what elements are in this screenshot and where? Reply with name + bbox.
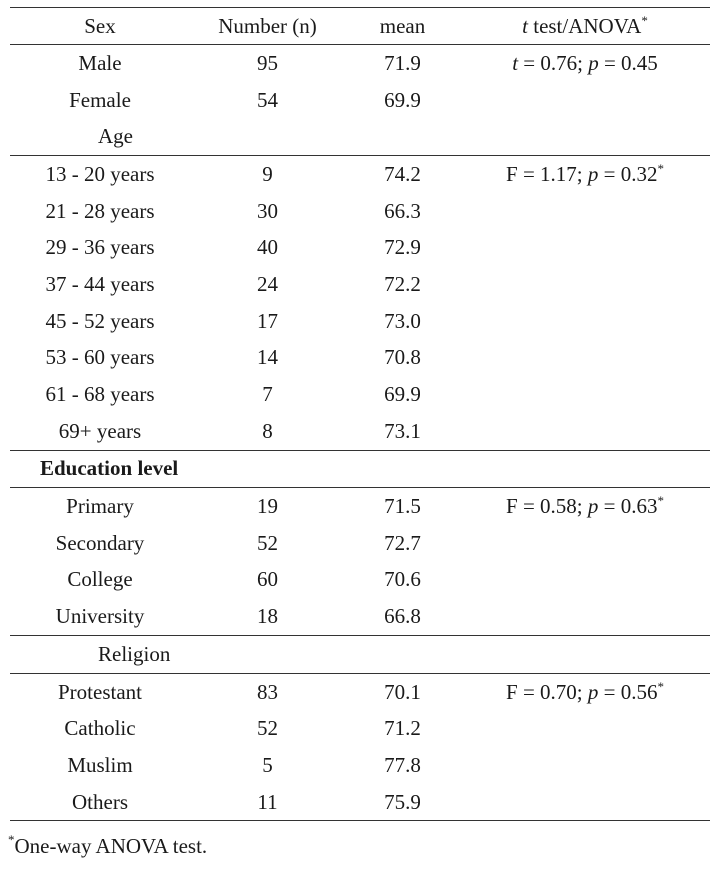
- section-header-education: [10, 450, 710, 488]
- row-n: 17: [257, 308, 278, 333]
- row-mean: 77.8: [384, 752, 421, 777]
- row-n: 19: [257, 494, 278, 519]
- header-mean: mean: [345, 8, 460, 45]
- row-mean: 70.6: [384, 567, 421, 592]
- footnote-sup: *: [8, 832, 15, 847]
- row-label: 69+ years: [58, 418, 142, 443]
- row-n: 30: [257, 198, 278, 223]
- row-n: 18: [257, 604, 278, 629]
- table-row: [10, 156, 710, 193]
- row-label: 13 - 20 years: [45, 161, 155, 186]
- row-stat: [460, 45, 710, 82]
- section-title-education: Education level: [10, 450, 345, 488]
- stat-value: = 0.45: [598, 50, 658, 75]
- stat-p: p: [587, 679, 599, 704]
- stat-p: p: [588, 50, 599, 75]
- row-label: 37 - 44 years: [45, 271, 155, 296]
- row-mean: 74.2: [384, 161, 421, 186]
- row-n: 8: [262, 418, 273, 443]
- row-mean: 70.8: [384, 345, 421, 370]
- row-mean: 69.9: [384, 87, 421, 112]
- row-mean: 72.2: [384, 271, 421, 296]
- table-row: [10, 45, 710, 82]
- row-n: 83: [257, 679, 278, 704]
- row-n: 60: [257, 567, 278, 592]
- row-stat: [460, 488, 710, 525]
- row-n: 52: [257, 530, 278, 555]
- row-label: Secondary: [55, 530, 145, 555]
- row-mean: 72.7: [384, 530, 421, 555]
- row-label: College: [67, 567, 133, 592]
- section-title-religion: Religion: [10, 636, 190, 674]
- table-row: [10, 303, 710, 340]
- header-sex: Sex: [10, 8, 190, 45]
- row-stat: [460, 673, 710, 710]
- stat-sup: *: [657, 160, 664, 176]
- header-number: Number (n): [190, 8, 345, 45]
- table-footnote: [8, 834, 207, 859]
- table-row: [10, 598, 710, 635]
- table-row: [10, 710, 710, 747]
- row-n: 9: [262, 161, 273, 186]
- row-n: 95: [257, 50, 278, 75]
- stat-prefix: F = 1.17;: [506, 161, 588, 186]
- row-mean: 71.2: [384, 716, 421, 741]
- row-label: Primary: [66, 494, 134, 519]
- row-mean: 66.8: [384, 604, 421, 629]
- table-row: [10, 747, 710, 784]
- header-test-t: t: [522, 13, 528, 38]
- stat-p: p: [587, 494, 599, 519]
- row-label: Female: [69, 87, 131, 112]
- header-test-sup: *: [641, 12, 648, 28]
- stat-mid: = 0.76;: [518, 50, 589, 75]
- table-row: [10, 266, 710, 303]
- row-label: Protestant: [58, 679, 142, 704]
- row-n: 7: [262, 382, 273, 407]
- row-label: Muslim: [67, 752, 133, 777]
- stat-value: = 0.56: [598, 679, 658, 704]
- table-row: [10, 525, 710, 562]
- row-n: 54: [257, 87, 278, 112]
- stat-t: t: [512, 50, 519, 75]
- row-n: 52: [257, 716, 278, 741]
- stat-p: p: [587, 161, 599, 186]
- row-mean: 73.0: [384, 308, 421, 333]
- header-test-rest: test/ANOVA: [527, 13, 642, 38]
- stat-value: = 0.32: [598, 161, 658, 186]
- row-mean: 70.1: [384, 679, 421, 704]
- header-row: [10, 8, 710, 45]
- row-mean: 73.1: [384, 418, 421, 443]
- stat-value: = 0.63: [598, 494, 658, 519]
- row-label: Others: [10, 784, 190, 821]
- header-test: [460, 8, 710, 45]
- row-stat: [460, 82, 710, 119]
- section-header-religion: [10, 636, 710, 674]
- row-label: 45 - 52 years: [45, 308, 155, 333]
- row-label: 53 - 60 years: [45, 345, 155, 370]
- row-mean: 72.9: [384, 235, 421, 260]
- row-mean: 66.3: [384, 198, 421, 223]
- table-row: [10, 376, 710, 413]
- stat-prefix: F = 0.58;: [506, 494, 588, 519]
- section-title-age: Age: [10, 118, 190, 155]
- stat-prefix: F = 0.70;: [506, 679, 588, 704]
- table-row: [10, 673, 710, 710]
- row-n: 5: [262, 752, 273, 777]
- stat-sup: *: [657, 678, 664, 694]
- row-label: Catholic: [64, 716, 136, 741]
- row-label: 29 - 36 years: [45, 235, 155, 260]
- stat-sup: *: [657, 493, 664, 509]
- table-row: [10, 229, 710, 266]
- row-mean: 71.9: [384, 50, 421, 75]
- row-stat: [460, 156, 710, 193]
- results-table: [10, 7, 710, 821]
- table-row: [10, 193, 710, 230]
- row-n: 24: [257, 271, 278, 296]
- row-n: 11: [190, 784, 345, 821]
- table-row: [10, 413, 710, 450]
- row-label: 61 - 68 years: [45, 382, 155, 407]
- table-row: [10, 562, 710, 599]
- row-n: 14: [257, 345, 278, 370]
- table-row: [10, 340, 710, 377]
- row-mean: 75.9: [345, 784, 460, 821]
- table-row: [10, 488, 710, 525]
- footnote-text: One-way ANOVA test.: [14, 834, 208, 858]
- row-n: 40: [257, 235, 278, 260]
- section-header-age: [10, 118, 710, 155]
- table-row: [10, 784, 710, 821]
- row-label: Male: [78, 50, 122, 75]
- row-label: 21 - 28 years: [45, 198, 155, 223]
- row-mean: 69.9: [384, 382, 421, 407]
- row-mean: 71.5: [384, 494, 421, 519]
- table-row: [10, 82, 710, 119]
- row-label: University: [55, 604, 145, 629]
